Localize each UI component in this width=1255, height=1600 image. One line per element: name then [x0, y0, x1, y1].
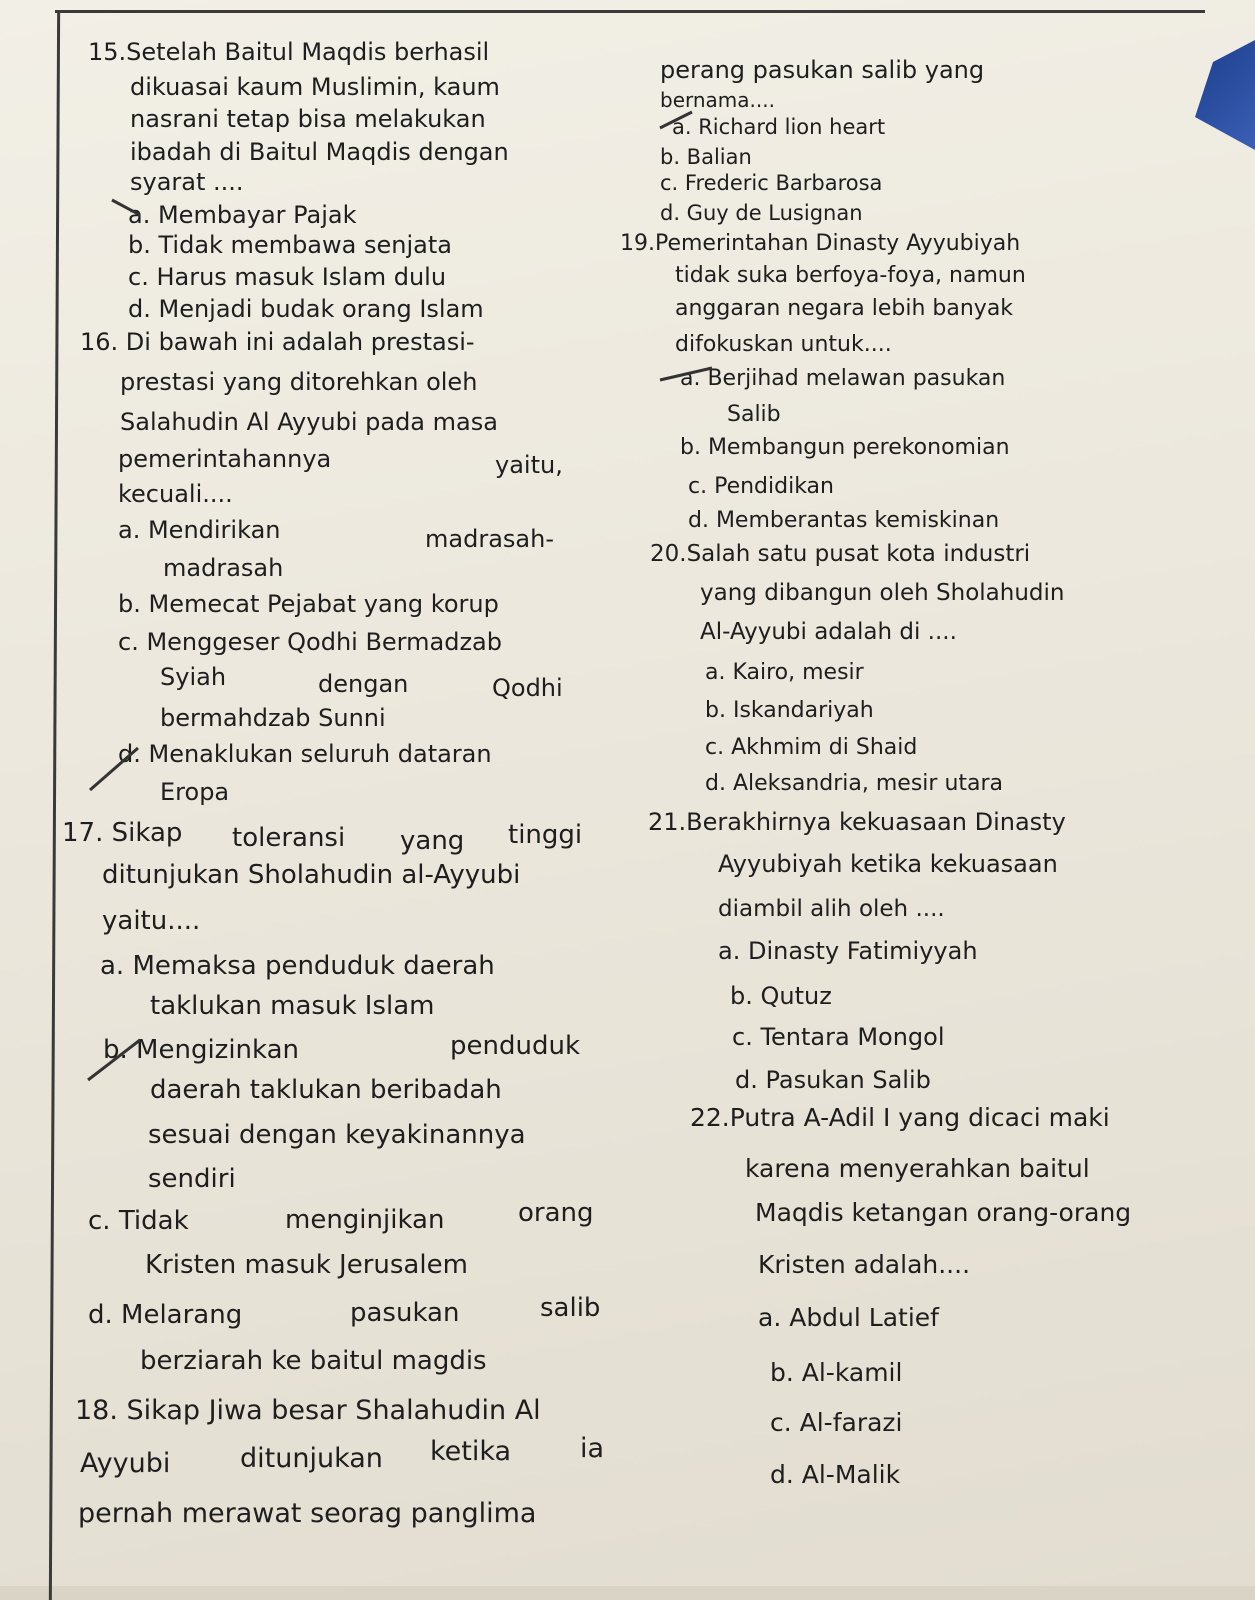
q17-line1a: 17. Sikap — [62, 818, 183, 848]
q19-line4: difokuskan untuk.... — [675, 332, 892, 357]
q18-line2a: Ayyubi — [80, 1448, 171, 1479]
q19-option-a-2: Salib — [727, 402, 781, 427]
q22-option-c: c. Al-farazi — [770, 1408, 903, 1437]
q16-option-c-2a: Syiah — [160, 663, 227, 691]
answer-mark-q15 — [112, 200, 140, 215]
q19-line1: 19.Pemerintahan Dinasty Ayyubiyah — [620, 231, 1021, 256]
q17-line1c: yang — [400, 826, 465, 856]
q17-option-b-3: sesuai dengan keyakinannya — [148, 1120, 526, 1150]
q16-line2: prestasi yang ditorehkan oleh — [120, 368, 478, 396]
q17-option-d-1a: d. Melarang — [88, 1300, 243, 1330]
q16-option-c-3: bermahdzab Sunni — [160, 704, 386, 732]
q17-option-c-2: Kristen masuk Jerusalem — [145, 1250, 468, 1280]
q21-line3: diambil alih oleh .... — [718, 896, 945, 922]
q17-option-c-1b: menginjikan — [285, 1205, 445, 1235]
q20-line1: 20.Salah satu pusat kota industri — [650, 541, 1031, 567]
q15-line2: dikuasai kaum Muslimin, kaum — [130, 73, 500, 101]
answer-mark-q16 — [90, 748, 138, 790]
q19-option-a-1: a. Berjihad melawan pasukan — [680, 366, 1006, 391]
q15-option-a: a. Membayar Pajak — [128, 201, 357, 229]
q16-option-c-2c: Qodhi — [492, 674, 563, 702]
q19-line2: tidak suka berfoya-foya, namun — [675, 263, 1026, 288]
q16-line4b: yaitu, — [495, 451, 563, 479]
q15-line5: syarat .... — [130, 168, 244, 196]
q22-line1: 22.Putra A-Adil I yang dicaci maki — [690, 1103, 1110, 1132]
q15-cont-option-c: c. Frederic Barbarosa — [660, 171, 883, 195]
q19-option-c: c. Pendidikan — [688, 474, 834, 499]
q15-line1: 15.Setelah Baitul Maqdis berhasil — [88, 38, 490, 66]
q17-line1d: tinggi — [508, 820, 583, 850]
q16-line3: Salahudin Al Ayyubi pada masa — [120, 408, 498, 436]
answer-mark-q17 — [88, 1040, 140, 1080]
q18-line1: 18. Sikap Jiwa besar Shalahudin Al — [75, 1395, 541, 1426]
q21-line2: Ayyubiyah ketika kekuasaan — [718, 850, 1058, 878]
q16-option-d-2: Eropa — [160, 778, 230, 806]
q19-option-d: d. Memberantas kemiskinan — [688, 508, 1000, 533]
q22-option-d: d. Al-Malik — [770, 1460, 901, 1489]
q17-option-d-2: berziarah ke baitul magdis — [140, 1346, 487, 1376]
q20-line2: yang dibangun oleh Sholahudin — [700, 580, 1065, 606]
q17-option-c-1a: c. Tidak — [88, 1206, 189, 1236]
q17-line3: yaitu.... — [102, 906, 201, 936]
q17-option-b-1a: b. Mengizinkan — [103, 1035, 300, 1065]
q18-line2c: ketika — [430, 1436, 512, 1467]
q16-option-a-2: madrasah — [163, 554, 284, 582]
q17-option-b-2: daerah taklukan beribadah — [150, 1075, 502, 1105]
q17-option-b-4: sendiri — [148, 1164, 236, 1194]
q16-line1: 16. Di bawah ini adalah prestasi- — [80, 328, 475, 356]
q16-option-a-1b: madrasah- — [425, 525, 554, 553]
q19-line3: anggaran negara lebih banyak — [675, 296, 1014, 321]
q16-option-d-1: d. Menaklukan seluruh dataran — [118, 740, 492, 768]
q22-line4: Kristen adalah.... — [758, 1250, 971, 1279]
q16-line5: kecuali.... — [118, 480, 233, 508]
q18-line2b: ditunjukan — [240, 1443, 383, 1474]
q18-line3: pernah merawat seorag panglima — [78, 1498, 537, 1529]
q21-option-d: d. Pasukan Salib — [735, 1066, 931, 1094]
q17-line1b: toleransi — [232, 823, 346, 853]
q20-option-c: c. Akhmim di Shaid — [705, 735, 918, 760]
q21-option-a: a. Dinasty Fatimiyyah — [718, 937, 978, 965]
q20-option-d: d. Aleksandria, mesir utara — [705, 771, 1004, 796]
q16-option-b: b. Memecat Pejabat yang korup — [118, 590, 499, 618]
q20-option-b: b. Iskandariyah — [705, 698, 874, 723]
q16-option-a-1: a. Mendirikan — [118, 516, 281, 544]
q19-option-b: b. Membangun perekonomian — [680, 435, 1010, 460]
q22-line2: karena menyerahkan baitul — [745, 1154, 1090, 1183]
q17-option-a-2: taklukan masuk Islam — [150, 991, 435, 1021]
q17-option-d-1b: pasukan — [350, 1298, 460, 1328]
q17-option-c-1c: orang — [518, 1198, 594, 1228]
q15-cont-line2: bernama.... — [660, 88, 775, 112]
q21-line1: 21.Berakhirnya kekuasaan Dinasty — [648, 808, 1066, 836]
q16-option-c-1: c. Menggeser Qodhi Bermadzab — [118, 628, 502, 656]
q18-line2d: ia — [580, 1433, 605, 1464]
q17-option-a-1: a. Memaksa penduduk daerah — [100, 951, 495, 981]
answer-mark-q19 — [660, 368, 712, 380]
q22-option-b: b. Al-kamil — [770, 1358, 903, 1387]
q15-line4: ibadah di Baitul Maqdis dengan — [130, 138, 509, 166]
q15-cont-option-a: a. Richard lion heart — [672, 115, 886, 139]
q16-line4a: pemerintahannya — [118, 445, 332, 473]
q15-cont-line1: perang pasukan salib yang — [660, 56, 985, 84]
q15-cont-option-b: b. Balian — [660, 145, 752, 169]
q16-option-c-2b: dengan — [318, 670, 409, 698]
q17-line2: ditunjukan Sholahudin al-Ayyubi — [102, 860, 521, 890]
q22-line3: Maqdis ketangan orang-orang — [755, 1198, 1132, 1227]
q21-option-c: c. Tentara Mongol — [732, 1023, 945, 1051]
answer-mark-q15-cont — [660, 112, 692, 128]
q17-option-b-1b: penduduk — [450, 1031, 580, 1061]
q21-option-b: b. Qutuz — [730, 982, 832, 1010]
q20-option-a: a. Kairo, mesir — [705, 660, 864, 685]
q15-option-b: b. Tidak membawa senjata — [128, 231, 452, 259]
q15-cont-option-d: d. Guy de Lusignan — [660, 201, 863, 225]
q15-line3: nasrani tetap bisa melakukan — [130, 105, 486, 133]
q22-option-a: a. Abdul Latief — [758, 1303, 939, 1332]
q15-option-d: d. Menjadi budak orang Islam — [128, 295, 484, 323]
q17-option-d-1c: salib — [540, 1293, 601, 1323]
q15-option-c: c. Harus masuk Islam dulu — [128, 263, 447, 291]
q20-line3: Al-Ayyubi adalah di .... — [700, 619, 957, 645]
